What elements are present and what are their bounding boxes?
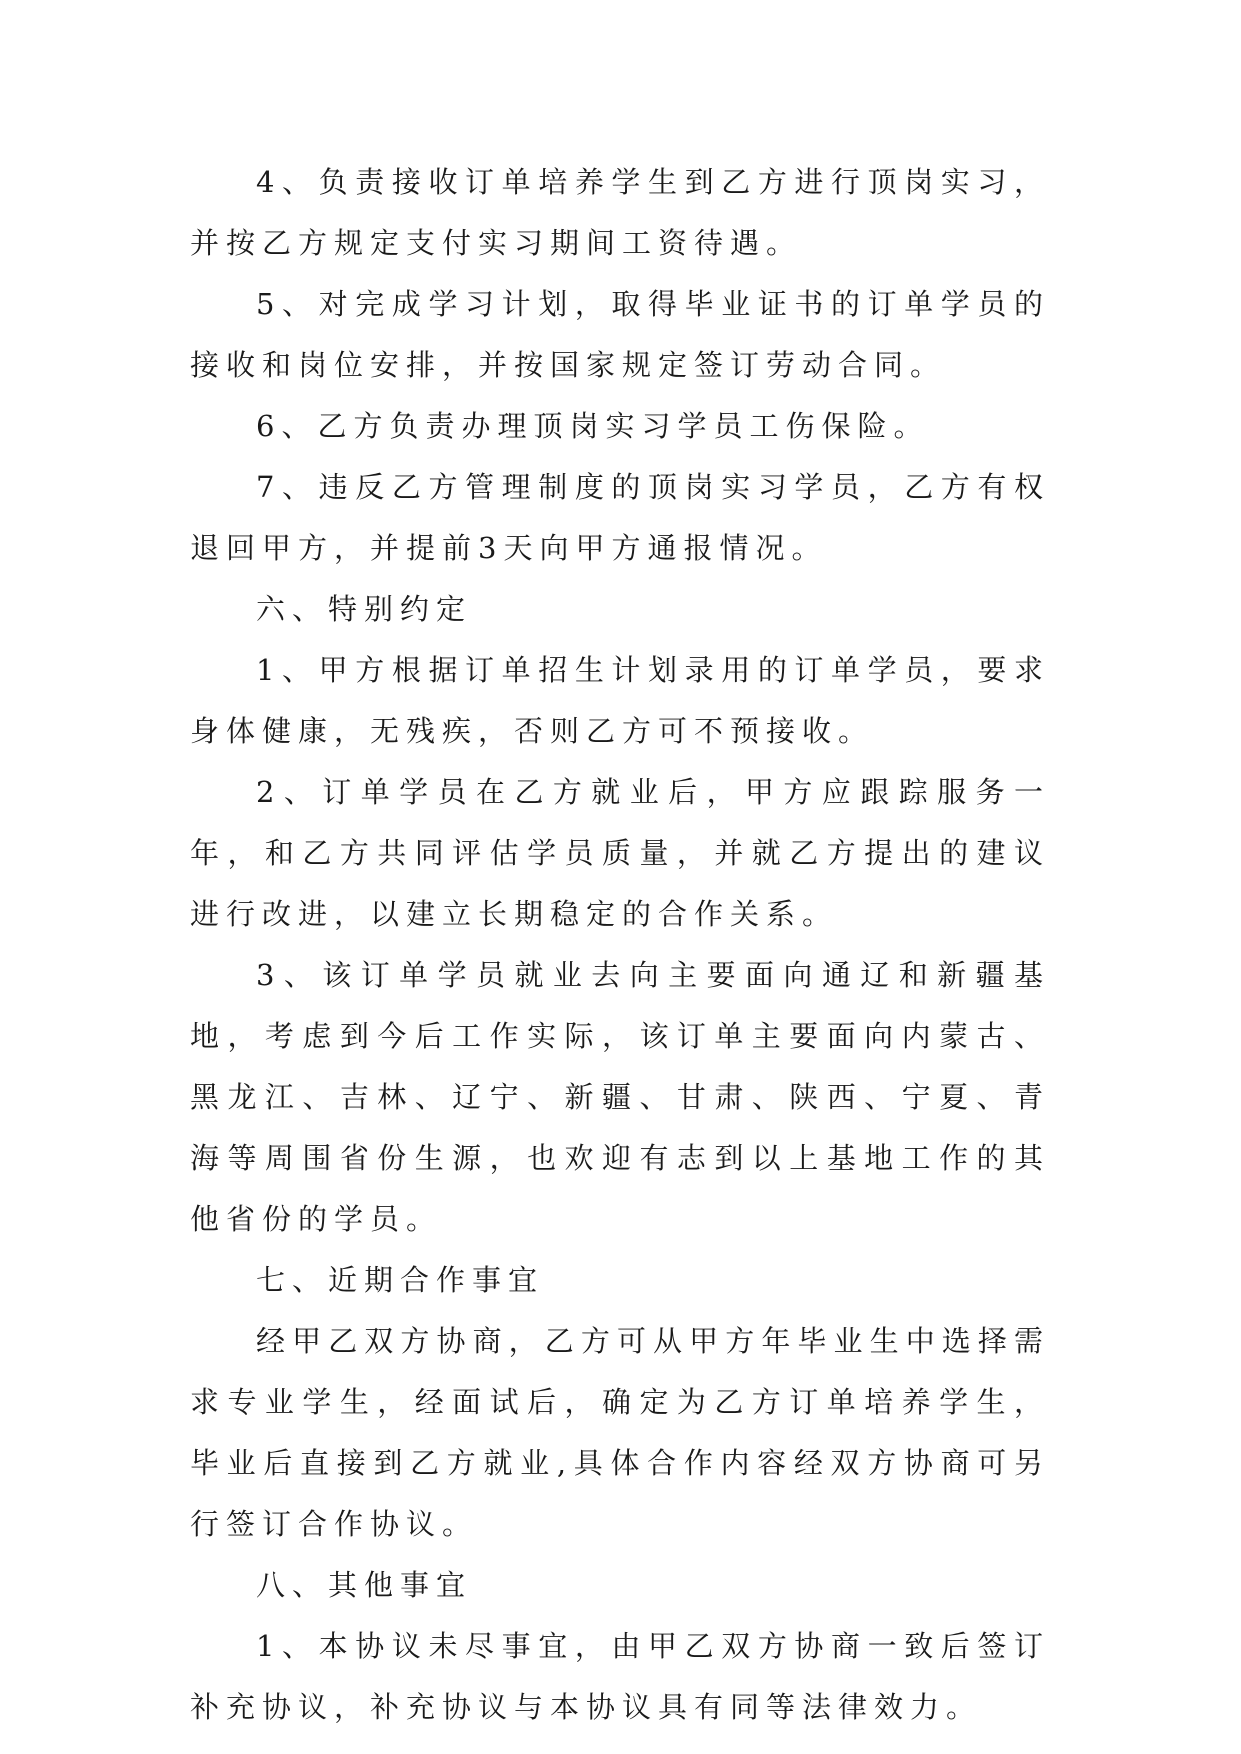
- section-heading-special-terms: 六、特别约定: [256, 592, 473, 626]
- paragraph-clause-6: 6、乙方负责办理顶岗实习学员工伤保险。: [256, 409, 930, 443]
- paragraph-near-term-cooperation: 经甲乙双方协商，乙方可从甲方年毕业生中选择需求专业学生，经面试后，确定为乙方订单培养学生，毕业后直接到乙方就业,具体合作内容经双方协商可另行签订合作协议。: [190, 1324, 1050, 1541]
- section-heading-near-term-cooperation: 七、近期合作事宜: [256, 1263, 545, 1297]
- paragraph-clause-5: 5、对完成学习计划，取得毕业证书的订单学员的接收和岗位安排，并按国家规定签订劳动合同。: [190, 287, 1050, 382]
- paragraph-other-1: 1、本协议未尽事宜，由甲乙双方协商一致后签订补充协议，补充协议与本协议具有同等法律效力。: [190, 1629, 1050, 1724]
- paragraph-special-2: 2、订单学员在乙方就业后，甲方应跟踪服务一年，和乙方共同评估学员质量，并就乙方提出的建议进行改进，以建立长期稳定的合作关系。: [190, 775, 1050, 931]
- section-heading-other-matters: 八、其他事宜: [256, 1568, 473, 1602]
- paragraph-clause-7: 7、违反乙方管理制度的顶岗实习学员，乙方有权退回甲方，并提前3天向甲方通报情况。: [190, 470, 1050, 565]
- paragraph-clause-4: 4、负责接收订单培养学生到乙方进行顶岗实习，并按乙方规定支付实习期间工资待遇。: [190, 165, 1050, 260]
- paragraph-special-1: 1、甲方根据订单招生计划录用的订单学员，要求身体健康，无残疾，否则乙方可不预接收。: [190, 653, 1050, 748]
- document-page: [190, 152, 1050, 1738]
- paragraph-special-3: 3、该订单学员就业去向主要面向通辽和新疆基地，考虑到今后工作实际，该订单主要面向内蒙古、黑龙江、吉林、辽宁、新疆、甘肃、陕西、宁夏、青海等周围省份生源，也欢迎有志到以上基地工作的其他省份的学员。: [190, 958, 1050, 1236]
